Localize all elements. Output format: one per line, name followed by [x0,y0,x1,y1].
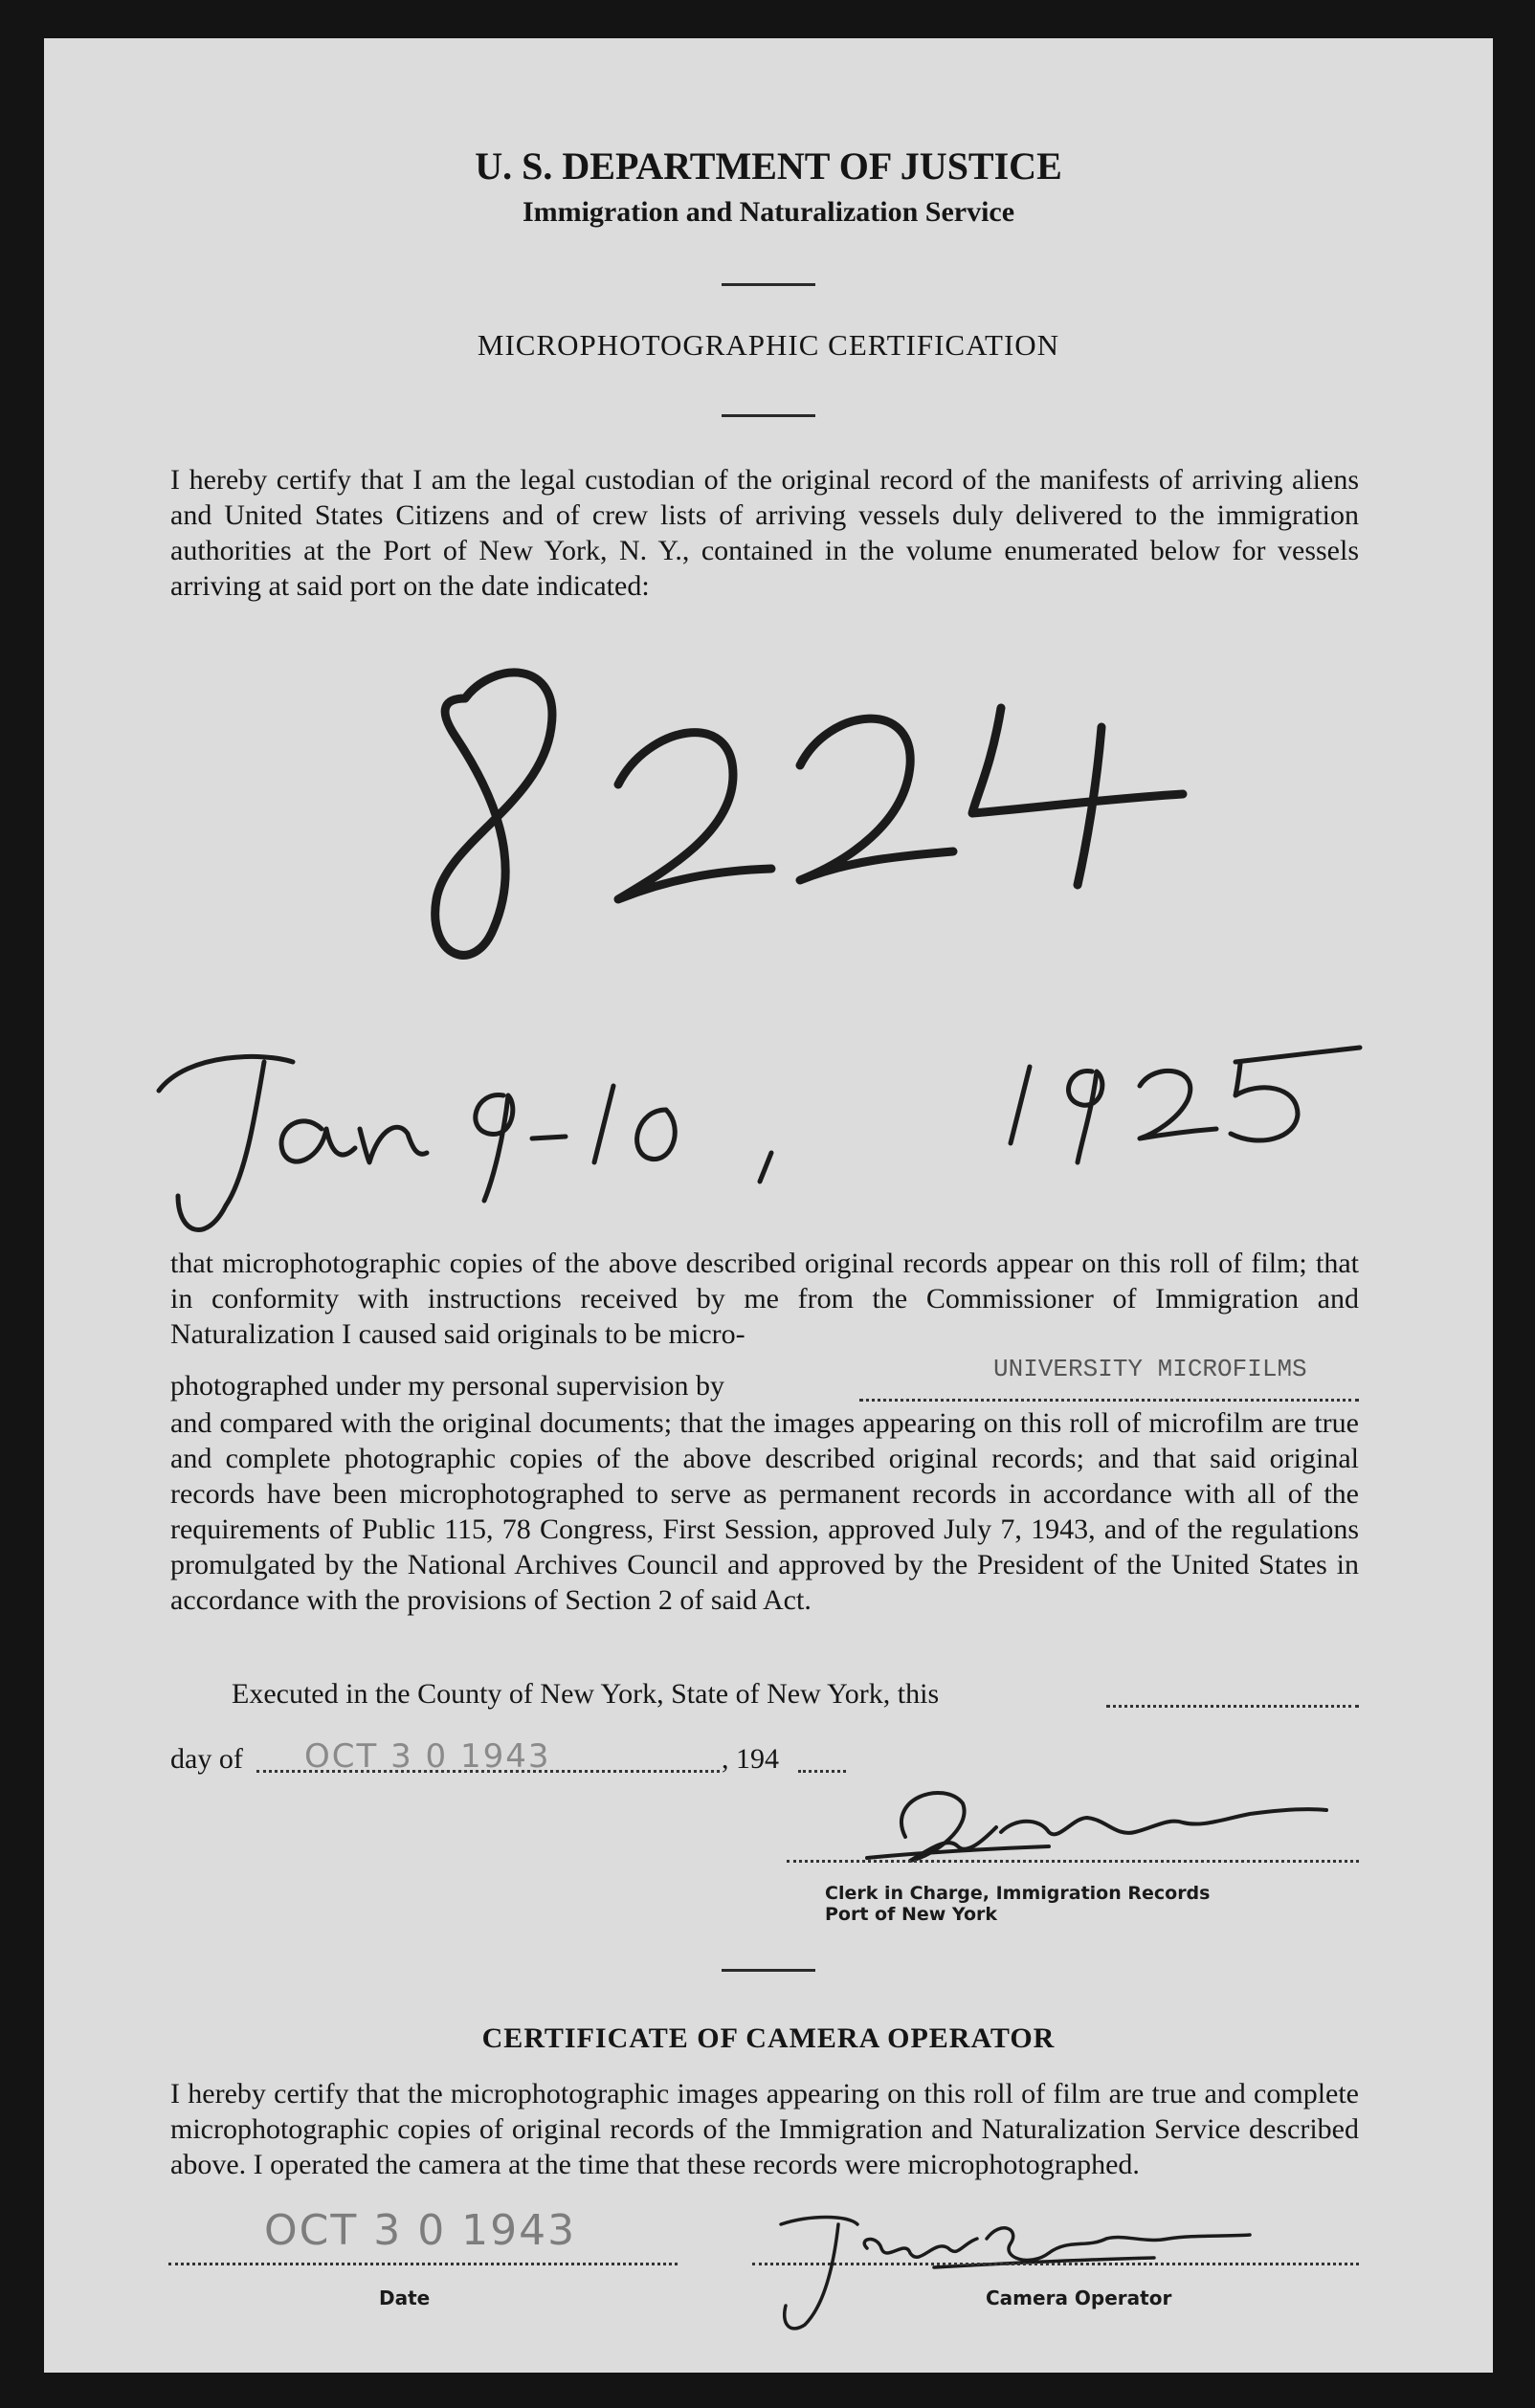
supervision-label: photographed under my personal supervision by [170,1370,725,1402]
camera-date-stamp: OCT 3 0 1943 [264,2206,577,2255]
camera-certificate-title: CERTIFICATE OF CAMERA OPERATOR [481,2022,1056,2054]
clerk-port: Port of New York [825,1904,998,1925]
camera-certificate-paragraph: I hereby certify that the microphotographic images appearing on this roll of film are true and complete microphotographic copies of original records of the Immigration and Naturalization Service described above. I operated the camera at the time that these records were microphotographed. [170,2078,1359,2180]
custodian-paragraph: I hereby certify that I am the legal custodian of the original record of the manifests of arriving aliens and United States Citizens and of crew lists of arriving vessels duly delivered to the immigration authorities at the Port of New York, N. Y., contained in the volume enumerated below for vessels arriving at said port on the date indicated: [170,464,1359,602]
date-label: Date [379,2286,431,2309]
microphotograph-paragraph-start: that microphotographic copies of the above described original records appear on this roll of film; that in conformity with instructions received by me from the Commissioner of Immigration and Naturalization I caused said originals to be micro- [170,1248,1359,1350]
year-suffix: , 194 [722,1743,779,1775]
operator-signature [44,38,1493,2373]
signature-line [752,2263,1359,2265]
certificate-page [44,38,1493,2373]
camera-operator-label: Camera Operator [986,2286,1172,2309]
service-subheading: Immigration and Naturalization Service [522,196,1015,228]
date-stamp: OCT 3 0 1943 [304,1737,551,1776]
microphotograph-paragraph-end: and compared with the original documents; that the images appearing on this roll of microfilm are true and complete photographic copies of the above described original records; and that said original records have been microphotographed to serve as permanent records in accordance with all of the requirements of Public 115, 78 Congress, First Session, approved July 7, 1943, and of the regulations promulgated by the National Archives Council and approved by the President of the United States in accordance with the provisions of Section 2 of said Act. [170,1407,1359,1616]
microfilm-company: UNIVERSITY MICROFILMS [993,1355,1307,1383]
day-of-label: day of [170,1743,243,1775]
certification-title: MICROPHOTOGRAPHIC CERTIFICATION [477,328,1060,362]
clerk-title: Clerk in Charge, Immigration Records [825,1883,1211,1904]
executed-line: Executed in the County of New York, State of New York, this [232,1678,940,1710]
department-heading: U. S. DEPARTMENT OF JUSTICE [475,144,1062,188]
